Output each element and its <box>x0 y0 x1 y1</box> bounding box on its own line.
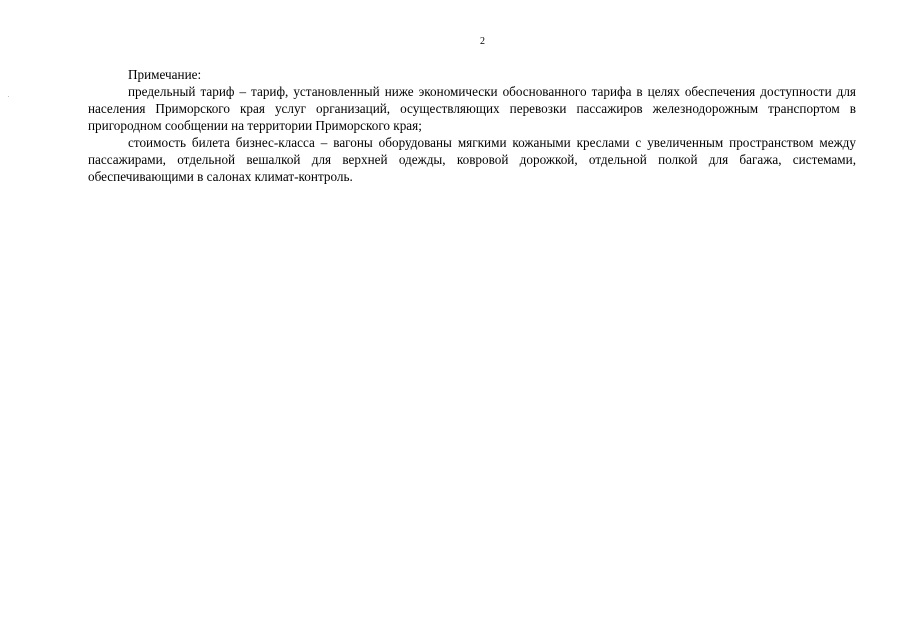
note-section <box>88 66 856 185</box>
note-heading: Примечание: <box>128 67 202 82</box>
page-number: 2 <box>480 36 485 47</box>
definition-paragraph-limit-tariff: предельный тариф – тариф, установленный ниже экономически обоснованного тарифа в целях обеспечения доступности для населения Приморского края услуг организаций, осуществляющих перевозки пассажиров железнодорожным транспортом в пригородном сообщении на территории Приморского края; <box>88 84 856 133</box>
scan-artifact <box>8 96 9 97</box>
definition-paragraph-business-class: стоимость билета бизнес-класса – вагоны оборудованы мягкими кожаными креслами с увеличенным пространством между пассажирами, отдельной вешалкой для верхней одежды, ковровой дорожкой, отдельной полкой для багажа, системами, обеспечивающими в салонах климат-контроль. <box>88 135 856 184</box>
